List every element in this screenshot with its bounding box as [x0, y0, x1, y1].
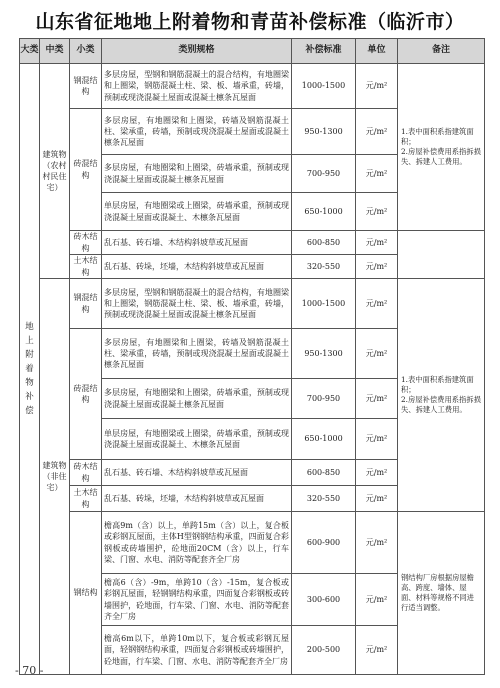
nonresident-price-2: 700-950 — [292, 379, 356, 419]
header-price: 补偿标准 — [292, 39, 356, 64]
page-number: - 70 - — [15, 664, 44, 677]
header-major: 大类 — [20, 39, 40, 64]
nonresident-price-1: 950-1300 — [292, 329, 356, 379]
compensation-table — [19, 38, 485, 675]
table-header-row — [20, 39, 485, 64]
resident-mid-category: 建筑物（农村村民住宅） — [40, 64, 70, 279]
resident-spec-0: 多层房屋，型钢和钢筋混凝土的混合结构，有地圈梁和上圈梁，钢筋混凝土柱、梁、板、墙承重，砖墙，预制或现浇混凝土屋面或混凝土檩条瓦屋面 — [102, 64, 292, 109]
nonresident-unit-7: 元/m² — [356, 574, 398, 626]
nonresident-price-4: 600-850 — [292, 460, 356, 486]
major-category: 地 上 附 着 物 补 偿 — [20, 64, 40, 675]
nonresident-price-3: 650-1000 — [292, 419, 356, 460]
nonresident-spec-6: 檐高9m（含）以上，单跨15m（含）以上，复合板或彩钢瓦屋面，主体H型钢钢结构承重，四面复合彩钢板或砖墙围护，砼地面20CM（含）以上，行车梁、门窗、水电、消防等配套齐全厂房 — [102, 512, 292, 574]
resident-spec-5: 乱石基、砖垛，坯墙，木结构斜坡草或瓦屋面 — [102, 255, 292, 279]
nonresident-unit-8: 元/m² — [356, 626, 398, 675]
table-row — [20, 231, 485, 255]
resident-spec-3: 单层房屋，有地圈梁或上圈梁，砖墙承重，预制或现浇混凝土屋面或混凝土、木檩条瓦屋面 — [102, 193, 292, 231]
header-note: 备注 — [398, 39, 485, 64]
resident-price-4: 600-850 — [292, 231, 356, 255]
header-minor: 小类 — [70, 39, 102, 64]
resident-spec-1: 多层房屋，有地圈梁和上圈梁，砖墙及钢筋混凝土柱、梁承重，砖墙，预制或现浇混凝土屋面或混凝土檩条瓦屋面 — [102, 109, 292, 155]
nonresident-price-6: 600-900 — [292, 512, 356, 574]
nonresident-price-5: 320-550 — [292, 486, 356, 512]
header-spec: 类别规格 — [102, 39, 292, 64]
resident-price-0: 1000-1500 — [292, 64, 356, 109]
nonresident-type-0: 钢混结构 — [70, 279, 102, 329]
nonresident-note-2: 钢结构厂房根据房屋檐高、跨度、墙体、屋面、材料等规格不同进行适当调整。 — [398, 512, 485, 675]
nonresident-unit-5: 元/m² — [356, 486, 398, 512]
nonresident-spec-8: 檐高6m以下，单跨10m以下，复合板或彩钢瓦屋面，轻钢钢结构承重，四面复合彩钢板或砖墙围护，砼地面，行车梁、门窗、水电、消防等配套齐全厂房 — [102, 626, 292, 675]
nonresident-type-5: 土木结构 — [70, 486, 102, 512]
nonresident-price-0: 1000-1500 — [292, 279, 356, 329]
nonresident-type-4: 砖木结构 — [70, 460, 102, 486]
nonresident-spec-4: 乱石基、砖石墙、木结构斜坡草或瓦屋面 — [102, 460, 292, 486]
nonresident-unit-1: 元/m² — [356, 329, 398, 379]
resident-spec-2: 多层房屋，有地圈梁和上圈梁，砖墙承重，预制或现浇混凝土屋面或混凝土檩条瓦屋面 — [102, 155, 292, 193]
resident-unit-0: 元/m² — [356, 64, 398, 109]
resident-type-5: 土木结构 — [70, 255, 102, 279]
header-mid: 中类 — [40, 39, 70, 64]
resident-price-5: 320-550 — [292, 255, 356, 279]
document-title: 山东省征地地上附着物和青苗补偿标准（临沂市） — [35, 11, 465, 33]
resident-unit-4: 元/m² — [356, 231, 398, 255]
nonresident-unit-6: 元/m² — [356, 512, 398, 574]
resident-unit-2: 元/m² — [356, 155, 398, 193]
nonresident-price-7: 300-600 — [292, 574, 356, 626]
resident-unit-3: 元/m² — [356, 193, 398, 231]
resident-note: 1.表中面积系指建筑面积； 2.房屋补偿费用系指拆损失、拆建人工费用。 — [398, 64, 485, 231]
nonresident-spec-3: 单层房屋，有地圈梁或上圈梁，砖墙承重，预制或现浇混凝土屋面或混凝土、木檩条瓦屋面 — [102, 419, 292, 460]
nonresident-spec-2: 多层房屋，有地圈梁和上圈梁，砖墙承重，预制或现浇混凝土屋面或混凝土檩条瓦屋面 — [102, 379, 292, 419]
table-row — [20, 512, 485, 574]
nonresident-price-8: 200-500 — [292, 626, 356, 675]
nonresident-unit-4: 元/m² — [356, 460, 398, 486]
resident-price-2: 700-950 — [292, 155, 356, 193]
header-unit: 单位 — [356, 39, 398, 64]
nonresident-unit-0: 元/m² — [356, 279, 398, 329]
resident-unit-5: 元/m² — [356, 255, 398, 279]
nonresident-mid-category: 建筑物（非住宅） — [40, 279, 70, 675]
resident-note-blank — [398, 231, 485, 279]
nonresident-unit-3: 元/m² — [356, 419, 398, 460]
nonresident-spec-7: 檐高6（含）-9m，单跨10（含）-15m，复合板或彩钢瓦屋面，轻钢钢结构承重，四面复合彩钢板或砖墙围护，砼地面，行车梁、门窗、水电、消防等配套齐全厂房 — [102, 574, 292, 626]
table-row — [20, 279, 485, 329]
nonresident-note-1: 1.表中面积系指建筑面积； 2.房屋补偿费用系指拆损失、拆建人工费用。 — [398, 279, 485, 512]
nonresident-unit-2: 元/m² — [356, 379, 398, 419]
nonresident-type-6: 钢结构 — [70, 512, 102, 675]
resident-price-3: 650-1000 — [292, 193, 356, 231]
resident-type-1: 砖混结构 — [70, 109, 102, 231]
resident-type-0: 钢混结构 — [70, 64, 102, 109]
nonresident-spec-0: 多层房屋，型钢和钢筋混凝土的混合结构，有地圈梁和上圈梁，钢筋混凝土柱、梁、板、墙承重，砖墙，预制或现浇混凝土屋面或混凝土檩条瓦屋面 — [102, 279, 292, 329]
nonresident-type-1: 砖混结构 — [70, 329, 102, 460]
nonresident-spec-5: 乱石基、砖垛，坯墙，木结构斜坡草或瓦屋面 — [102, 486, 292, 512]
resident-type-4: 砖木结构 — [70, 231, 102, 255]
table-row — [20, 64, 485, 109]
resident-price-1: 950-1300 — [292, 109, 356, 155]
resident-unit-1: 元/m² — [356, 109, 398, 155]
resident-spec-4: 乱石基、砖石墙、木结构斜坡草或瓦屋面 — [102, 231, 292, 255]
nonresident-spec-1: 多层房屋，有地圈梁和上圈梁，砖墙及钢筋混凝土柱、梁承重，砖墙，预制或现浇混凝土屋面或混凝土檩条瓦屋面 — [102, 329, 292, 379]
